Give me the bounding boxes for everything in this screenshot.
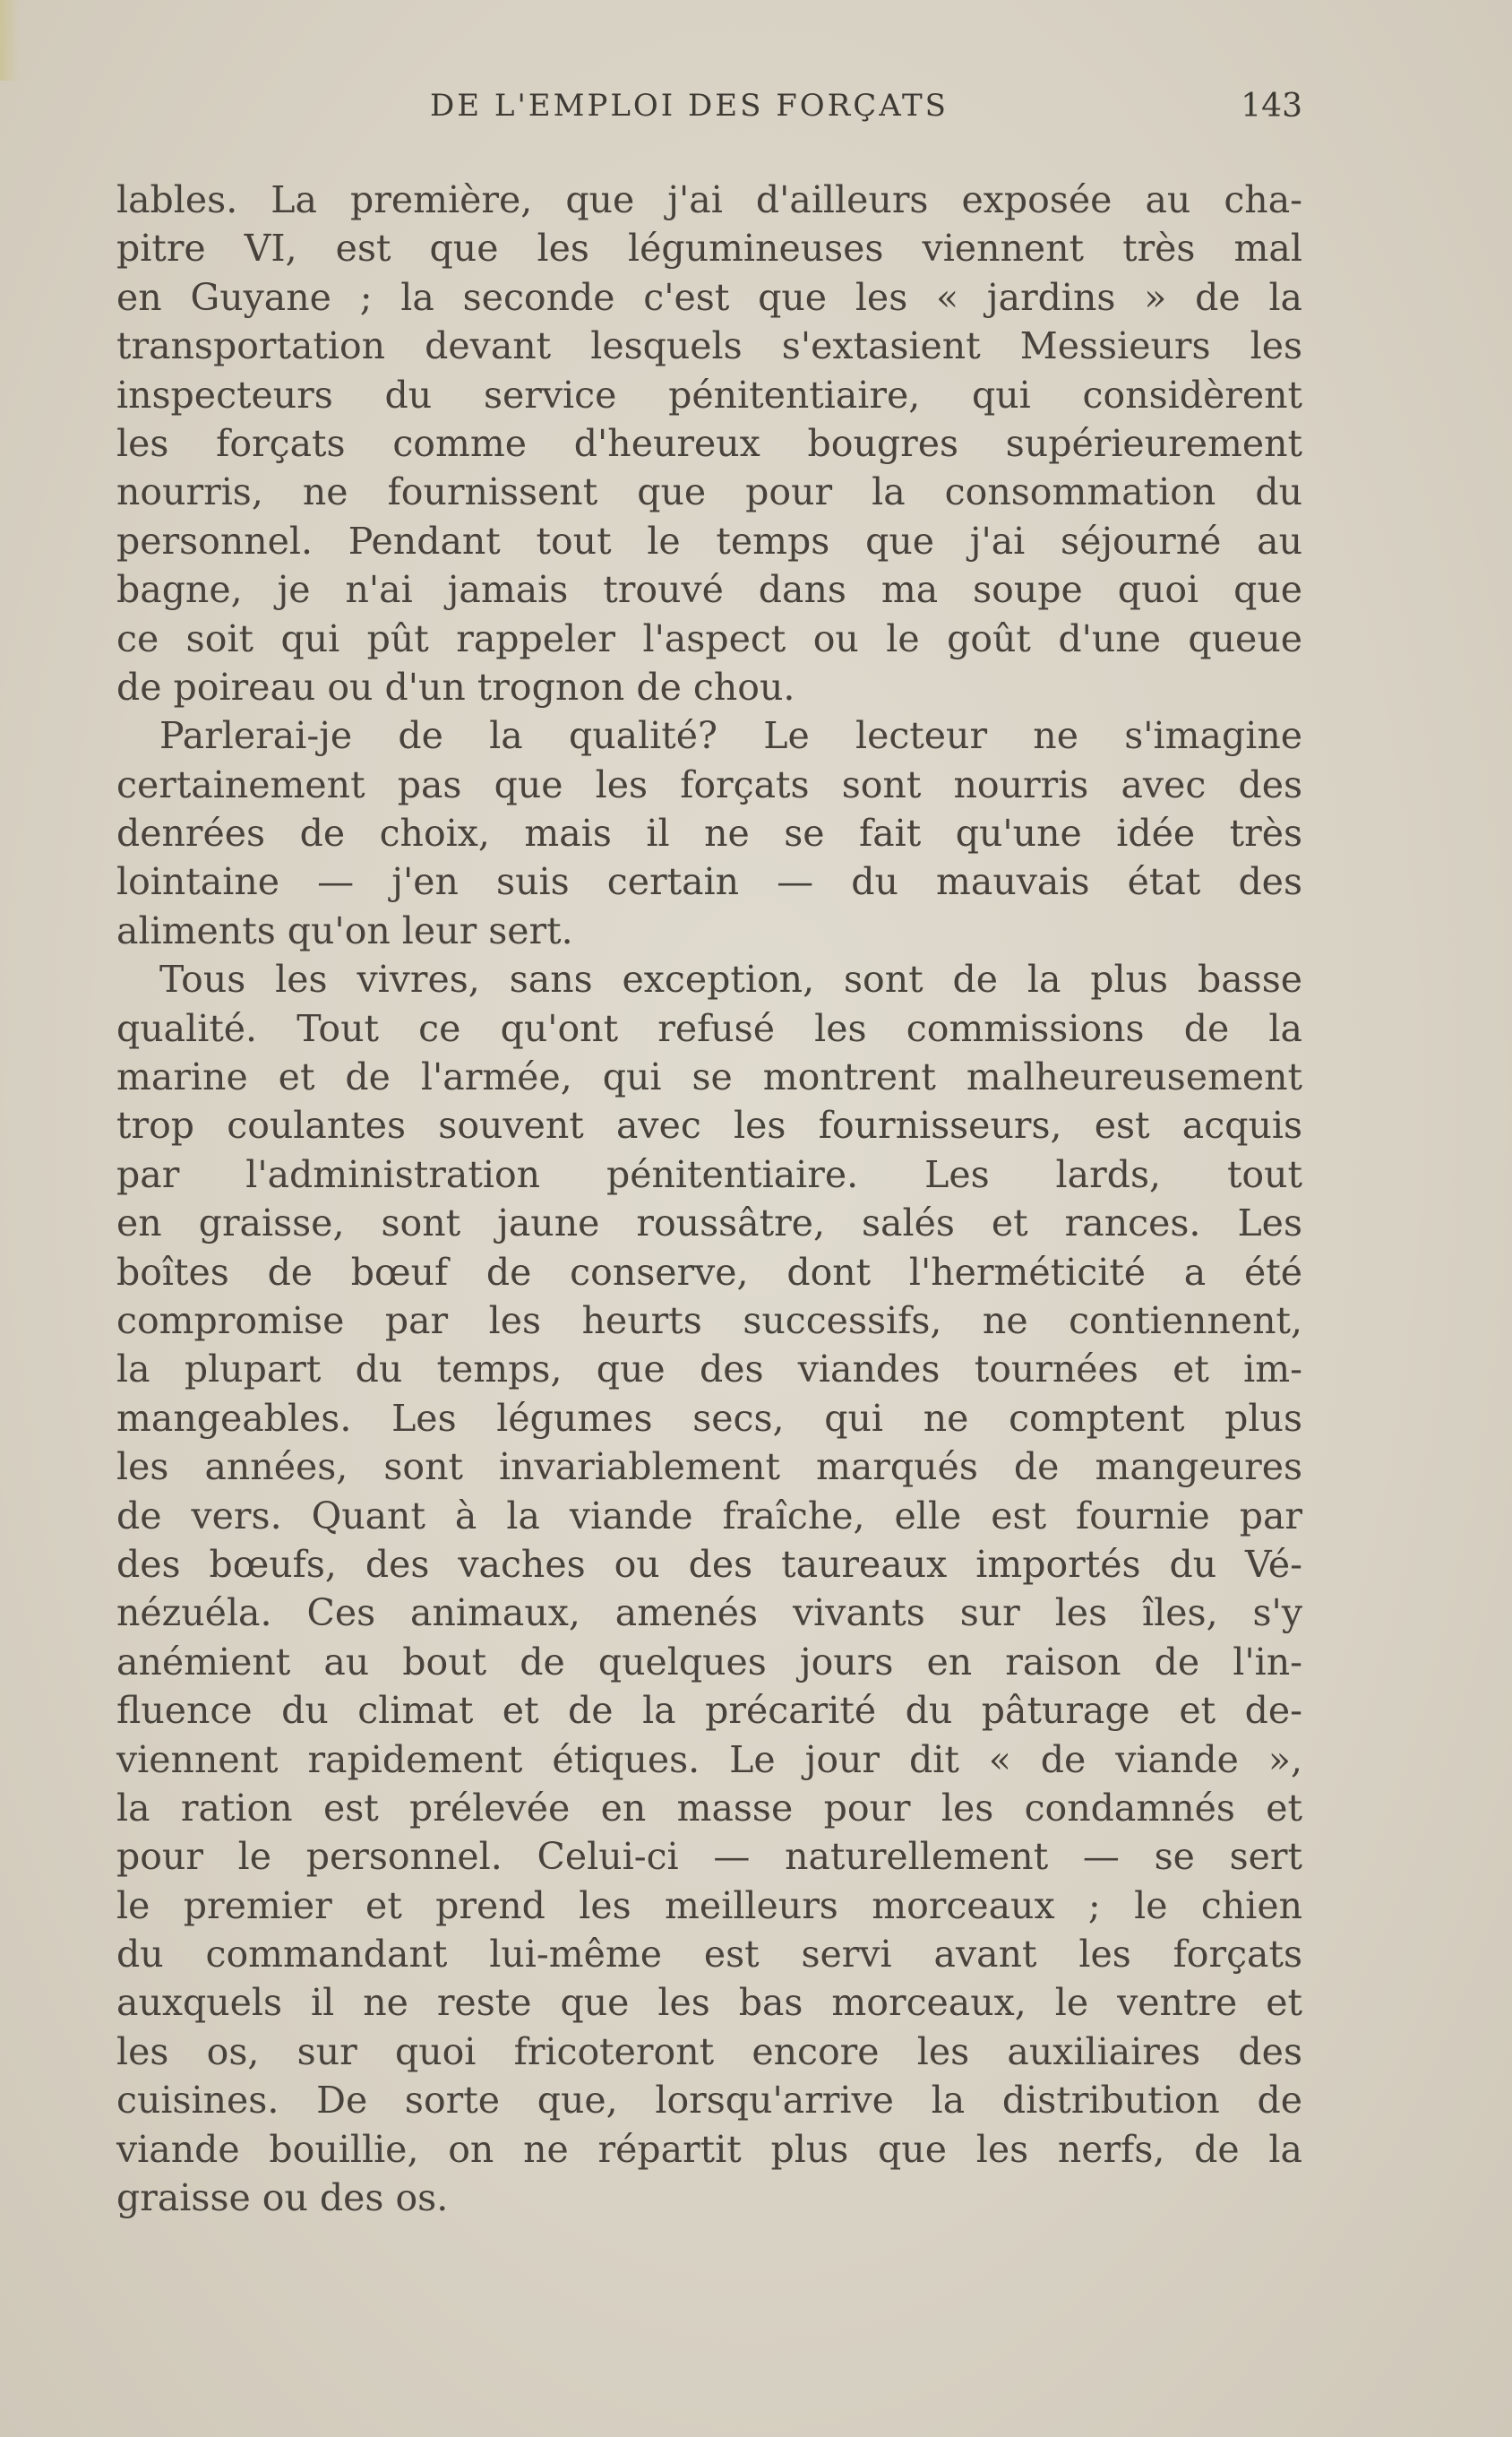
text-line: graisse ou des os. [116,2176,449,2220]
text-line: Parlerai-je de la qualité? Le lecteur ne s'imagine [159,714,1302,758]
text-line: viennent rapidement étiques. Le jour dit « de viande », [116,1737,1302,1781]
text-line: trop coulantes souvent avec les fournisseurs, est acquis [116,1104,1302,1148]
text-line: du commandant lui-même est servi avant les forçats [116,1933,1302,1976]
text-line: auxquels il ne reste que les bas morceaux, le ventre et [116,1981,1302,2025]
text-line: les os, sur quoi fricoteront encore les auxiliaires des [116,2029,1302,2073]
text-line: mangeables. Les légumes secs, qui ne comptent plus [116,1396,1302,1440]
text-line: pour le personnel. Celui-ci — naturellement — se sert [116,1835,1302,1879]
text-line: la plupart du temps, que des viandes tournées et im- [116,1348,1302,1391]
text-line: lointaine — j'en suis certain — du mauvais état des [116,860,1302,904]
text-line: marine et de l'armée, qui se montrent malheureusement [116,1055,1302,1099]
text-line: des bœufs, des vaches ou des taureaux importés du Vé- [116,1542,1302,1586]
text-line: lables. La première, que j'ai d'ailleurs exposée au cha- [116,178,1302,221]
text-line: ce soit qui pût rappeler l'aspect ou le goût d'une queue [116,616,1302,660]
text-line: qualité. Tout ce qu'ont refusé les commissions de la [116,1006,1302,1050]
body-text [116,176,1302,2222]
text-line: aliments qu'on leur sert. [116,908,573,952]
text-line: les forçats comme d'heureux bougres supérieurement [116,421,1302,465]
text-line: la ration est prélevée en masse pour les condamnés et [116,1786,1302,1830]
text-line: nézuéla. Ces animaux, amenés vivants sur les îles, s'y [116,1591,1302,1635]
text-line: de vers. Quant à la viande fraîche, elle est fournie par [116,1494,1302,1537]
text-line: en graisse, sont jaune roussâtre, salés et rances. Les [116,1201,1302,1245]
text-line: compromise par les heurts successifs, ne contiennent, [116,1298,1302,1342]
text-line: bagne, je n'ai jamais trouvé dans ma soupe quoi que [116,568,1302,612]
paragraph [116,955,1302,2222]
page-edge-stain [0,0,20,81]
text-line: viande bouillie, on ne répartit plus que les nerfs, de la [116,2127,1302,2171]
text-line: cuisines. De sorte que, lorsqu'arrive la distribution de [116,2079,1302,2123]
text-line: nourris, ne fournissent que pour la consommation du [116,470,1302,514]
paragraph [116,711,1302,955]
text-line: anémient au bout de quelques jours en raison de l'in- [116,1640,1302,1684]
text-line: boîtes de bœuf de conserve, dont l'herméticité a été [116,1250,1302,1294]
text-line: fluence du climat et de la précarité du pâturage et de- [116,1689,1302,1733]
running-head [116,88,1302,136]
text-line: de poireau ou d'un trognon de chou. [116,665,795,709]
text-line: le premier et prend les meilleurs morceaux ; le chien [116,1883,1302,1927]
text-line: par l'administration pénitentiaire. Les lards, tout [116,1152,1302,1196]
text-line: en Guyane ; la seconde c'est que les « jardins » de la [116,275,1302,319]
page-number: 143 [1241,88,1302,125]
text-line: inspecteurs du service pénitentiaire, qui considèrent [116,373,1302,417]
paragraph [116,176,1302,711]
text-line: Tous les vivres, sans exception, sont de la plus basse [159,958,1302,1002]
text-line: personnel. Pendant tout le temps que j'ai séjourné au [116,519,1302,563]
text-line: pitre VI, est que les légumineuses viennent très mal [116,227,1302,271]
text-line: denrées de choix, mais il ne se fait qu'une idée très [116,812,1302,856]
text-line: certainement pas que les forçats sont nourris avec des [116,762,1302,806]
text-line: transportation devant lesquels s'extasient Messieurs les [116,324,1302,368]
text-line: les années, sont invariablement marqués de mangeures [116,1445,1302,1489]
running-head-title: DE L'EMPLOI DES FORÇATS [430,88,949,124]
